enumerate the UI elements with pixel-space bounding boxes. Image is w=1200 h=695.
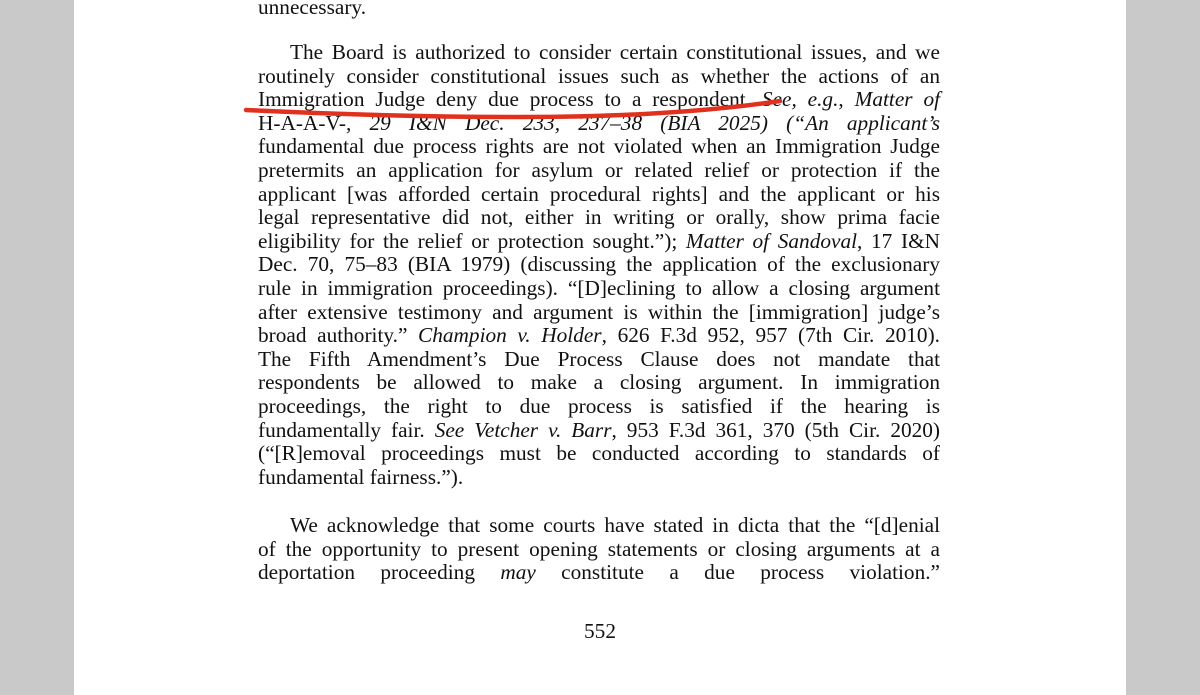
- para1-line: applicant [was afforded certain procedural rights] and the applicant or his: [258, 181, 940, 206]
- para1-line: legal representative did not, either in writing or orally, show prima facie: [258, 205, 940, 230]
- text-segment: broad authority.”: [258, 323, 419, 348]
- paragraph-1: [258, 41, 940, 489]
- para1-line: [258, 88, 940, 112]
- text-segment: deportation proceeding: [258, 560, 501, 585]
- text-segment: H-A-A-V-: [258, 110, 346, 135]
- para1-line: after extensive testimony and argument is within the [immigration] judge’s: [258, 299, 940, 324]
- italic-citation: Matter of: [854, 87, 941, 112]
- para1-line: fundamental fairness.”).: [258, 464, 464, 489]
- italic-citation: See Vetcher v. Barr: [434, 417, 612, 442]
- para1-line: pretermits an application for asylum or related relief or protection if the: [258, 157, 940, 182]
- para1-line: The Fifth Amendment’s Due Process Clause does not mandate that: [258, 346, 940, 371]
- para1-line: [258, 419, 940, 443]
- italic-citation: Champion v. Holder: [418, 323, 602, 348]
- text-segment: fundamentally fair.: [258, 417, 435, 442]
- para2-line: We acknowledge that some courts have stated in dicta that the “[d]enial: [290, 513, 940, 537]
- para1-line: [258, 230, 940, 254]
- italic-citation: , 29 I&N Dec. 233, 237–38 (BIA 2025) (“An applicant’s: [345, 110, 940, 135]
- text-segment: , 17 I&N: [857, 228, 941, 253]
- para1-line: (“[R]emoval proceedings must be conducted according to standards of: [258, 441, 940, 466]
- text-segment: , 626 F.3d 952, 957 (7th Cir. 2010).: [601, 323, 940, 348]
- italic-citation: Matter of Sandoval: [685, 228, 858, 253]
- text-segment: Immigration Judge deny due process to a respondent.: [258, 87, 762, 112]
- para1-line: fundamental due process rights are not violated when an Immigration Judge: [258, 134, 940, 159]
- para2-line: of the opportunity to present opening statements or closing arguments at a: [258, 536, 940, 561]
- text-segment: , 953 F.3d 361, 370 (5th Cir. 2020): [611, 417, 940, 442]
- italic-citation: may: [500, 560, 536, 585]
- para1-line: [258, 112, 940, 136]
- text-segment: eligibility for the relief or protection sought.”);: [258, 228, 686, 253]
- para1-line: [258, 324, 940, 348]
- text-segment: constitute a due process violation.”: [535, 560, 940, 585]
- para1-line: respondents be allowed to make a closing argument. In immigration: [258, 370, 940, 395]
- top-line: unnecessary.: [258, 0, 367, 19]
- para1-line: rule in immigration proceedings). “[D]eclining to allow a closing argument: [258, 275, 940, 300]
- para2-line: [258, 561, 940, 585]
- text-segment: ,: [838, 87, 855, 112]
- para1-line: routinely consider constitutional issues such as whether the actions of an: [258, 63, 940, 88]
- page-number: 552: [584, 619, 616, 643]
- para1-line: proceedings, the right to due process is satisfied if the hearing is: [258, 393, 940, 418]
- para1-line: The Board is authorized to consider certain constitutional issues, and we: [290, 40, 940, 64]
- para1-line: Dec. 70, 75–83 (BIA 1979) (discussing the application of the exclusionary: [258, 252, 940, 277]
- paragraph-2: [258, 514, 940, 585]
- italic-citation: See, e.g.: [761, 87, 839, 112]
